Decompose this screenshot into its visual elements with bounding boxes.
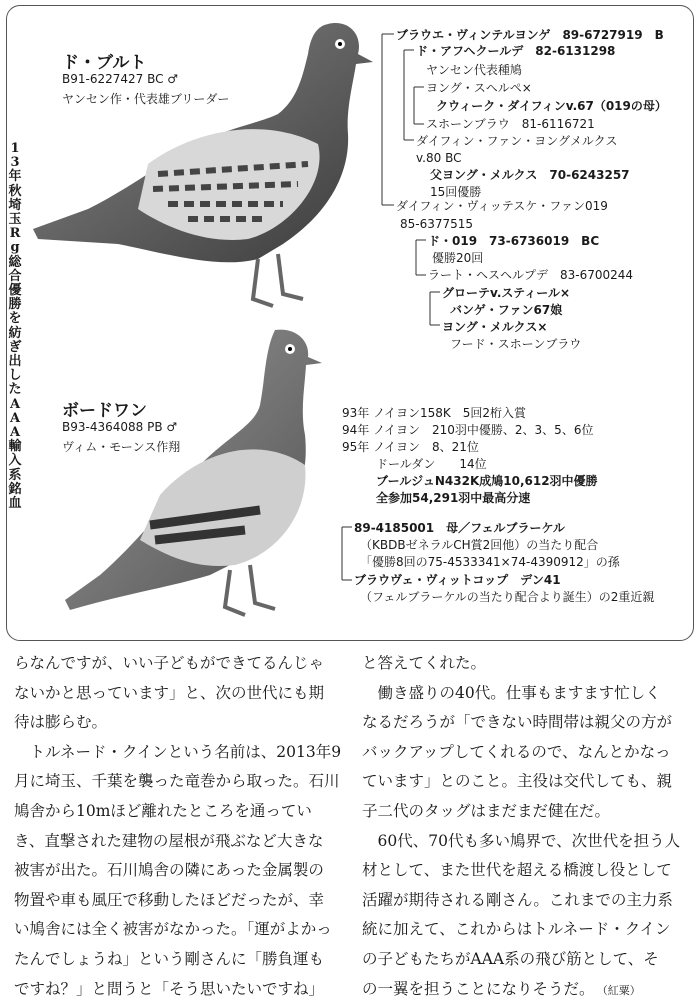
body-line-last [362,975,692,1005]
bird2-description: ヴィム・モーンス作翔 [62,440,181,454]
body-line: き、直撃された建物の屋根が飛ぶなど大きな [14,831,324,850]
pedigree-line: フード・スホーンブラウ [450,337,582,351]
body-line: 材として、また世代を超える橋渡し役として [362,861,672,880]
achievement-line: 全参加54,291羽中最高分速 [376,491,531,505]
pedigree2-line: （フェルブラーケルの当たり配合より誕生）の2重近親 [360,590,655,604]
achievement-line: ブールジュN432K成鳩10,612羽中優勝 [376,474,598,488]
body-column-left [14,649,344,1004]
pedigree2-line: 「優勝8回の75-4533341×74-4390912」の孫 [360,555,620,569]
achievement-line: 93年 ノイヨン158K 5回2桁入賞 [342,406,527,420]
side-title: 13年秋埼玉Rg総合優勝を紡ぎ出したAAA輸入系銘血 [8,141,22,512]
pedigree-line: ド・アフヘクールデ 82-6131298 [416,44,616,58]
body-line: 60代、70代も多い鳩界で、次世代を担う人 [362,831,681,850]
body-line: らなんですが、いい子どもができてるんじゃ [14,654,325,672]
achievement-line: ドールダン 14位 [376,457,487,471]
body-line: と答えてくれた。 [362,654,487,672]
pedigree-line: ヤンセン代表種鳩 [426,63,522,77]
body-line: 鳩舎から10mほど離れたところを通ってい [14,801,312,820]
credit: （紅粟） [602,983,641,997]
body-line: 月に埼玉、千葉を襲った竜巻から取った。石川 [14,772,340,791]
bird2-ring: B93-4364088 PB ♂ [62,420,178,434]
body-line: 待は膨らむ。 [14,713,108,732]
body-line: 活躍が期待される剛さん。これまでの主力系 [362,890,673,909]
achievement-line: 94年 ノイヨン 210羽中優勝、2、3、5、6位 [342,423,594,437]
body-line: ですね？」と問うと「そう思いたいですね」 [14,979,325,998]
pedigree-line: 15回優勝 [430,185,482,199]
body-line: の一翼を担うことになりそうだ。 [362,979,587,998]
pedigree-line: ラート・ヘスヘルプデ 83-6700244 [428,268,634,282]
pedigree-line: ド・019 73-6736019 BC [428,234,600,248]
pedigree2-line: 89-4185001 母／フェルブラーケル [354,521,565,535]
body-line: 統に加えて、これからはトルネード・クイン [362,920,671,939]
pedigree2-line: ブラウヴェ・ヴィットコップ デン41 [354,573,561,587]
pedigree-line: v.80 BC [416,151,462,165]
bird1-ring: B91-6227427 BC ♂ [62,72,179,86]
achievement-line: 95年 ノイヨン 8、21位 [342,440,479,454]
pedigree-line: スホーンブラウ 81-6116721 [426,117,595,131]
body-line: たんでしょうね」という剛さんに「勝負運も [14,949,325,968]
body-line: ています」とのこと。主役は交代しても、親 [362,772,673,791]
body-line: バックアップしてくれるので、なんとかなっ [362,742,671,761]
body-line: トルネード・クインという名前は、2013年9 [14,742,342,761]
pedigree-line: 父ヨング・メルクス 70-6243257 [430,168,630,182]
pedigree-line: ブラウエ・ヴィンテルヨンゲ 89-6727919 B [396,28,664,42]
body-line: い鳩舎には全く被害がなかった。「運がよかっ [14,920,332,939]
bird1-description: ヤンセン作・代表雄ブリーダー [62,92,230,106]
pedigree-line: ダイフィン・ヴィッテスケ・ファン019 [396,199,608,213]
pedigree-line: ヨング・スヘルペ× [426,81,532,95]
body-line: 被害が出た。石川鳩舎の隣にあった金属製の [14,861,324,880]
pedigree-line: グローテv.スティール× [442,286,571,300]
pedigree-line: 85-6377515 [400,217,474,231]
body-column-right [362,649,692,1005]
body-line: なるだろうが「できない時間帯は親父の方が [362,713,673,732]
body-line: 物置や車も風圧で移動したほどだったが、幸 [14,890,325,909]
body-line: ないかと思っています」と、次の世代にも期 [14,683,325,702]
pedigree2-line: （KBDBゼネラルCH賞2回他）の当たり配合 [360,538,599,552]
pedigree-line: クウィーク・ダイフィンv.67（019の母） [436,99,667,113]
body-line: の子どもたちがAAA系の飛び筋として、そ [362,949,659,968]
body-line: 子二代のタッグはまだまだ健在だ。 [362,801,611,820]
pedigree-line: バンゲ・ファン67娘 [450,303,563,317]
pedigree-line: ヨング・メルクス× [442,320,548,334]
pedigree-line: 優勝20回 [432,251,484,265]
body-line: 働き盛りの40代。仕事もますます忙しく [362,683,661,702]
bird2-name: ボードワン [62,401,147,421]
pedigree-line: ダイフィン・ファン・ヨングメルクス [416,134,618,148]
bird1-name: ド・ブルト [62,53,147,73]
